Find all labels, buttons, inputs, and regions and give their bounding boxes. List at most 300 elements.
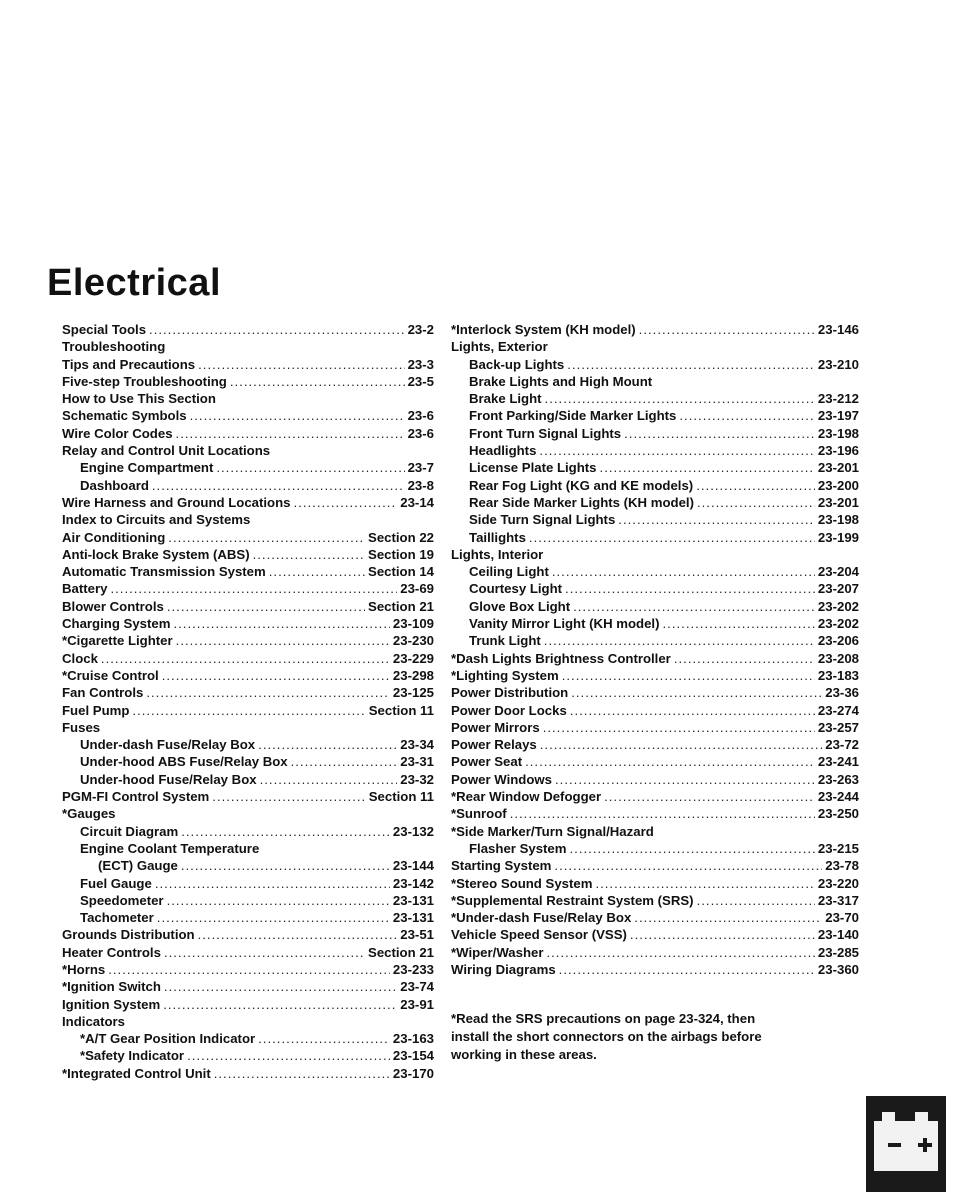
- leader-dots: [595, 875, 814, 892]
- leader-dots: [163, 996, 397, 1013]
- entry-page: 23-230: [392, 633, 434, 649]
- entry-label: Power Mirrors: [451, 719, 540, 735]
- srs-note-line: *Read the SRS precautions on page 23-324, then: [451, 1011, 756, 1026]
- leader-dots: [543, 719, 815, 736]
- entry-page: 23-131: [392, 910, 434, 926]
- index-entry: [451, 857, 859, 874]
- leader-dots: [554, 857, 822, 874]
- entry-page: 23-31: [400, 754, 434, 770]
- leader-dots: [552, 563, 815, 580]
- index-entry: [62, 338, 434, 355]
- entry-page: Section 21: [368, 598, 434, 614]
- entry-label: Lights, Exterior: [451, 339, 548, 355]
- index-entry: [451, 407, 859, 424]
- page-title: Electrical: [47, 262, 221, 304]
- entry-label: Grounds Distribution: [62, 927, 195, 943]
- index-entry: [451, 356, 859, 373]
- index-entry: [62, 736, 434, 753]
- leader-dots: [565, 580, 815, 597]
- leader-dots: [258, 736, 397, 753]
- index-entry: [451, 546, 859, 563]
- index-entry: [451, 338, 859, 355]
- entry-page: 23-142: [392, 875, 434, 891]
- leader-dots: [173, 615, 389, 632]
- index-entry: [62, 702, 434, 719]
- leader-dots: [167, 892, 390, 909]
- srs-note-line: working in these areas.: [451, 1047, 597, 1062]
- leader-dots: [216, 459, 404, 476]
- entry-page: 23-233: [392, 961, 434, 977]
- index-entry: [451, 529, 859, 546]
- entry-page: 23-257: [817, 719, 859, 735]
- entry-label: Ignition System: [62, 996, 161, 1012]
- leader-dots: [230, 373, 405, 390]
- entry-page: 23-244: [817, 789, 859, 805]
- entry-label: Tachometer: [80, 910, 154, 926]
- entry-label: Power Windows: [451, 771, 552, 787]
- entry-page: Section 22: [368, 529, 434, 545]
- index-entry: [451, 425, 859, 442]
- leader-dots: [167, 598, 365, 615]
- entry-label: Under-hood ABS Fuse/Relay Box: [80, 754, 288, 770]
- index-entry: [62, 771, 434, 788]
- entry-page: 23-91: [400, 996, 434, 1012]
- index-entry: [62, 857, 434, 874]
- entry-label: (ECT) Gauge: [98, 858, 178, 874]
- entry-label: Dashboard: [80, 477, 149, 493]
- entry-page: 23-200: [817, 477, 859, 493]
- index-entry: [451, 926, 859, 943]
- index-entry: [451, 650, 859, 667]
- leader-dots: [540, 736, 823, 753]
- leader-dots: [546, 944, 814, 961]
- index-entry: [451, 892, 859, 909]
- entry-label: *Stereo Sound System: [451, 875, 593, 891]
- leader-dots: [600, 459, 815, 476]
- entry-label: Side Turn Signal Lights: [469, 512, 616, 528]
- leader-dots: [525, 753, 815, 770]
- entry-label: *Lighting System: [451, 667, 559, 683]
- entry-label: Blower Controls: [62, 598, 164, 614]
- leader-dots: [155, 875, 390, 892]
- index-entry: [62, 563, 434, 580]
- entry-label: Speedometer: [80, 892, 164, 908]
- leader-dots: [164, 944, 365, 961]
- entry-label: Lights, Interior: [451, 546, 544, 562]
- index-entry: [62, 615, 434, 632]
- index-entry: [62, 1030, 434, 1047]
- index-entry: [451, 684, 859, 701]
- index-entry: [62, 529, 434, 546]
- entry-label: Charging System: [62, 616, 171, 632]
- entry-page: 23-197: [817, 408, 859, 424]
- entry-page: 23-201: [817, 460, 859, 476]
- leader-dots: [570, 840, 815, 857]
- leader-dots: [639, 321, 815, 338]
- index-entry: [451, 632, 859, 649]
- index-entry: [451, 373, 859, 390]
- leader-dots: [571, 684, 822, 701]
- entry-label: Flasher System: [469, 840, 567, 856]
- entry-label: Troubleshooting: [62, 339, 166, 355]
- index-entry: [62, 511, 434, 528]
- index-entry: [451, 459, 859, 476]
- entry-label: *Interlock System (KH model): [451, 322, 636, 337]
- index-entry: [62, 805, 434, 822]
- entry-label: Fuses: [62, 719, 101, 735]
- index-entry: [451, 875, 859, 892]
- entry-label: Headlights: [469, 443, 537, 459]
- index-entry: [62, 978, 434, 995]
- index-entry: [62, 650, 434, 667]
- leader-dots: [190, 407, 405, 424]
- leader-dots: [291, 753, 398, 770]
- entry-label: Fuel Pump: [62, 702, 130, 718]
- entry-page: 23-208: [817, 650, 859, 666]
- entry-page: 23-204: [817, 564, 859, 580]
- entry-label: Battery: [62, 581, 108, 597]
- index-entry: [62, 788, 434, 805]
- entry-page: Section 19: [368, 546, 434, 562]
- entry-page: 23-132: [392, 823, 434, 839]
- index-entry: [62, 546, 434, 563]
- entry-label: Brake Light: [469, 391, 542, 407]
- entry-label: *Supplemental Restraint System (SRS): [451, 892, 694, 908]
- leader-dots: [634, 909, 822, 926]
- leader-dots: [679, 407, 815, 424]
- index-entry: [62, 926, 434, 943]
- entry-label: *Cruise Control: [62, 667, 159, 683]
- leader-dots: [212, 788, 365, 805]
- index-entry: [62, 373, 434, 390]
- entry-page: 23-360: [817, 961, 859, 977]
- entry-label: Automatic Transmission System: [62, 564, 266, 580]
- entry-page: 23-6: [407, 408, 434, 424]
- entry-label: *Integrated Control Unit: [62, 1065, 211, 1081]
- leader-dots: [697, 494, 815, 511]
- entry-label: Starting System: [451, 858, 552, 874]
- index-entry: [451, 563, 859, 580]
- leader-dots: [149, 321, 405, 338]
- entry-page: 23-51: [400, 927, 434, 943]
- index-entry: [62, 1065, 434, 1082]
- leader-dots: [570, 702, 815, 719]
- index-entry: [62, 425, 434, 442]
- entry-page: 23-202: [817, 616, 859, 632]
- leader-dots: [181, 857, 390, 874]
- entry-page: 23-146: [817, 322, 859, 337]
- index-entry: [451, 840, 859, 857]
- entry-page: 23-207: [817, 581, 859, 597]
- index-entry: [62, 892, 434, 909]
- entry-page: 23-140: [817, 927, 859, 943]
- index-entry: [62, 598, 434, 615]
- index-entry: [62, 477, 434, 494]
- index-column-right: [451, 321, 859, 978]
- entry-page: 23-241: [817, 754, 859, 770]
- entry-page: 23-285: [817, 944, 859, 960]
- entry-page: 23-198: [817, 512, 859, 528]
- index-entry: [62, 390, 434, 407]
- index-entry: [451, 615, 859, 632]
- entry-label: Ceiling Light: [469, 564, 549, 580]
- index-entry: [62, 684, 434, 701]
- leader-dots: [198, 356, 404, 373]
- leader-dots: [110, 580, 397, 597]
- index-entry: [62, 875, 434, 892]
- entry-page: Section 11: [368, 702, 434, 718]
- entry-page: 23-215: [817, 840, 859, 856]
- index-entry: [62, 459, 434, 476]
- entry-page: Section 11: [368, 789, 434, 805]
- index-entry: [451, 788, 859, 805]
- entry-label: Fuel Gauge: [80, 875, 152, 891]
- entry-label: Circuit Diagram: [80, 823, 179, 839]
- entry-label: Back-up Lights: [469, 356, 565, 372]
- entry-page: 23-250: [817, 806, 859, 822]
- index-entry: [62, 840, 434, 857]
- entry-page: 23-3: [407, 356, 434, 372]
- entry-label: Under-hood Fuse/Relay Box: [80, 771, 257, 787]
- index-entry: [451, 580, 859, 597]
- index-entry: [451, 719, 859, 736]
- index-entry: [451, 494, 859, 511]
- entry-page: 23-199: [817, 529, 859, 545]
- entry-page: 23-274: [817, 702, 859, 718]
- entry-label: Tips and Precautions: [62, 356, 196, 372]
- leader-dots: [618, 511, 815, 528]
- entry-page: 23-317: [817, 892, 859, 908]
- entry-label: Five-step Troubleshooting: [62, 373, 227, 389]
- entry-page: 23-163: [392, 1031, 434, 1047]
- leader-dots: [663, 615, 815, 632]
- leader-dots: [604, 788, 815, 805]
- entry-label: PGM-FI Control System: [62, 789, 210, 805]
- leader-dots: [510, 805, 815, 822]
- entry-label: *Ignition Switch: [62, 979, 161, 995]
- index-entry: [451, 736, 859, 753]
- leader-dots: [108, 961, 390, 978]
- entry-label: Index to Circuits and Systems: [62, 512, 251, 528]
- entry-label: Vanity Mirror Light (KH model): [469, 616, 660, 632]
- entry-page: 23-131: [392, 892, 434, 908]
- entry-page: 23-70: [825, 910, 859, 926]
- leader-dots: [697, 892, 815, 909]
- entry-label: Air Conditioning: [62, 529, 166, 545]
- entry-page: 23-32: [400, 771, 434, 787]
- leader-dots: [101, 650, 390, 667]
- entry-page: 23-7: [407, 460, 434, 476]
- leader-dots: [544, 632, 815, 649]
- leader-dots: [573, 598, 815, 615]
- entry-label: *Dash Lights Brightness Controller: [451, 650, 671, 666]
- entry-label: Courtesy Light: [469, 581, 563, 597]
- index-entry: [62, 823, 434, 840]
- index-entry: [451, 771, 859, 788]
- leader-dots: [176, 632, 390, 649]
- index-entry: [62, 909, 434, 926]
- entry-label: Vehicle Speed Sensor (VSS): [451, 927, 627, 943]
- leader-dots: [545, 390, 815, 407]
- entry-page: 23-154: [392, 1048, 434, 1064]
- entry-label: Rear Fog Light (KG and KE models): [469, 477, 694, 493]
- leader-dots: [562, 667, 815, 684]
- entry-label: *Gauges: [62, 806, 116, 822]
- index-entry: [62, 494, 434, 511]
- entry-label: Front Turn Signal Lights: [469, 425, 622, 441]
- index-entry: [451, 442, 859, 459]
- index-entry: [62, 667, 434, 684]
- entry-label: Rear Side Marker Lights (KH model): [469, 494, 694, 510]
- index-entry: [451, 321, 859, 338]
- entry-label: Fan Controls: [62, 685, 144, 701]
- entry-label: Special Tools: [62, 322, 147, 337]
- entry-label: *Wiper/Washer: [451, 944, 544, 960]
- entry-label: *Under-dash Fuse/Relay Box: [451, 910, 632, 926]
- index-entry: [451, 823, 859, 840]
- entry-page: 23-72: [825, 737, 859, 753]
- entry-label: Power Door Locks: [451, 702, 567, 718]
- entry-page: 23-2: [407, 322, 434, 337]
- entry-label: *Rear Window Defogger: [451, 789, 602, 805]
- index-entry: [451, 390, 859, 407]
- index-entry: [62, 632, 434, 649]
- entry-page: 23-125: [392, 685, 434, 701]
- battery-icon: [866, 1096, 946, 1192]
- entry-label: Clock: [62, 650, 98, 666]
- entry-page: 23-298: [392, 667, 434, 683]
- index-entry: [451, 909, 859, 926]
- leader-dots: [214, 1065, 390, 1082]
- entry-label: *Sunroof: [451, 806, 507, 822]
- leader-dots: [294, 494, 398, 511]
- entry-label: Power Relays: [451, 737, 537, 753]
- entry-label: Power Distribution: [451, 685, 569, 701]
- entry-page: 23-170: [392, 1065, 434, 1081]
- entry-label: How to Use This Section: [62, 391, 216, 407]
- entry-page: 23-183: [817, 667, 859, 683]
- leader-dots: [168, 529, 365, 546]
- entry-label: *Safety Indicator: [80, 1048, 185, 1064]
- index-entry: [62, 719, 434, 736]
- index-entry: [451, 511, 859, 528]
- leader-dots: [157, 909, 390, 926]
- index-entry: [451, 667, 859, 684]
- index-entry: [451, 477, 859, 494]
- leader-dots: [162, 667, 390, 684]
- entry-label: Wire Color Codes: [62, 425, 173, 441]
- index-entry: [62, 1047, 434, 1064]
- leader-dots: [258, 1030, 390, 1047]
- index-entry: [451, 961, 859, 978]
- index-entry: [62, 944, 434, 961]
- entry-page: 23-202: [817, 598, 859, 614]
- entry-page: 23-34: [400, 737, 434, 753]
- leader-dots: [132, 702, 365, 719]
- index-entry: [451, 944, 859, 961]
- entry-label: Wiring Diagrams: [451, 961, 556, 977]
- entry-label: Heater Controls: [62, 944, 161, 960]
- leader-dots: [176, 425, 405, 442]
- index-entry: [451, 753, 859, 770]
- index-entry: [451, 702, 859, 719]
- index-entry: [62, 407, 434, 424]
- entry-label: Taillights: [469, 529, 526, 545]
- entry-label: Engine Coolant Temperature: [80, 840, 260, 856]
- index-entry: [451, 598, 859, 615]
- entry-label: *Horns: [62, 961, 106, 977]
- entry-page: 23-229: [392, 650, 434, 666]
- entry-page: 23-144: [392, 858, 434, 874]
- entry-label: Glove Box Light: [469, 598, 571, 614]
- entry-page: 23-36: [825, 685, 859, 701]
- entry-label: Relay and Control Unit Locations: [62, 443, 271, 459]
- entry-page: 23-263: [817, 771, 859, 787]
- entry-label: *Cigarette Lighter: [62, 633, 173, 649]
- leader-dots: [198, 926, 398, 943]
- entry-page: 23-69: [400, 581, 434, 597]
- entry-label: Under-dash Fuse/Relay Box: [80, 737, 256, 753]
- entry-page: 23-198: [817, 425, 859, 441]
- leader-dots: [146, 684, 390, 701]
- index-entry: [62, 961, 434, 978]
- entry-page: Section 21: [368, 944, 434, 960]
- entry-page: 23-6: [407, 425, 434, 441]
- entry-page: 23-212: [817, 391, 859, 407]
- entry-page: 23-210: [817, 356, 859, 372]
- index-entry: [62, 1013, 434, 1030]
- entry-page: 23-5: [407, 373, 434, 389]
- entry-label: Brake Lights and High Mount: [469, 373, 653, 389]
- entry-page: 23-74: [400, 979, 434, 995]
- leader-dots: [164, 978, 397, 995]
- entry-label: Anti-lock Brake System (ABS): [62, 546, 250, 562]
- entry-page: 23-109: [392, 616, 434, 632]
- entry-page: 23-206: [817, 633, 859, 649]
- entry-page: 23-8: [407, 477, 434, 493]
- index-entry: [62, 753, 434, 770]
- entry-label: Engine Compartment: [80, 460, 214, 476]
- entry-label: *Side Marker/Turn Signal/Hazard: [451, 823, 654, 839]
- leader-dots: [539, 442, 815, 459]
- entry-label: Front Parking/Side Marker Lights: [469, 408, 677, 424]
- leader-dots: [181, 823, 390, 840]
- leader-dots: [269, 563, 365, 580]
- index-entry: [62, 580, 434, 597]
- entry-label: Wire Harness and Ground Locations: [62, 494, 291, 510]
- srs-note: [451, 1010, 861, 1064]
- leader-dots: [696, 477, 815, 494]
- index-entry: [62, 996, 434, 1013]
- entry-label: License Plate Lights: [469, 460, 597, 476]
- srs-note-line: install the short connectors on the airbags before: [451, 1029, 762, 1044]
- entry-label: Indicators: [62, 1013, 126, 1029]
- entry-label: Schematic Symbols: [62, 408, 187, 424]
- leader-dots: [152, 477, 405, 494]
- leader-dots: [529, 529, 815, 546]
- leader-dots: [630, 926, 815, 943]
- leader-dots: [624, 425, 815, 442]
- leader-dots: [567, 356, 815, 373]
- leader-dots: [260, 771, 398, 788]
- leader-dots: [187, 1047, 390, 1064]
- entry-label: Power Seat: [451, 754, 523, 770]
- entry-page: 23-14: [400, 494, 434, 510]
- entry-label: *A/T Gear Position Indicator: [80, 1031, 256, 1047]
- entry-label: Trunk Light: [469, 633, 541, 649]
- entry-page: 23-78: [825, 858, 859, 874]
- index-column-left: [62, 321, 434, 1082]
